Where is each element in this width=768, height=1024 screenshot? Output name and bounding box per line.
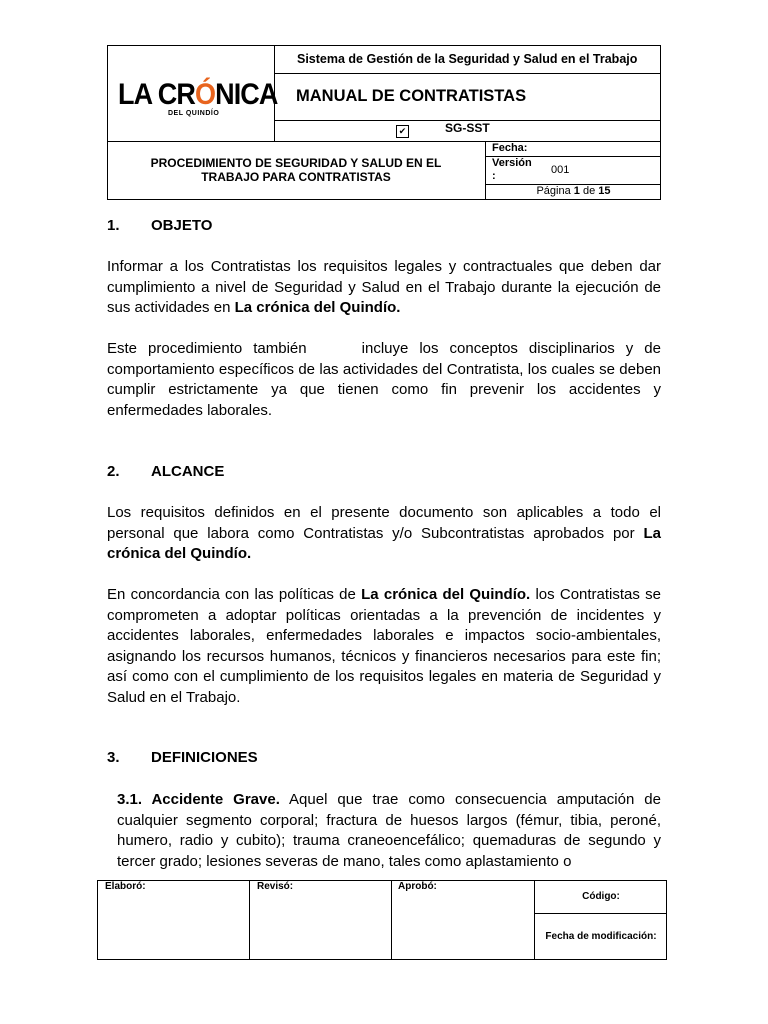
system-title: Sistema de Gestión de la Seguridad y Salud en el Trabajo — [297, 52, 638, 66]
definition-accidente-grave: 3.1. Accidente Grave. Aquel que trae como consecuencia amputación de cualquier segmento corporal; fractura de huesos largos (fémur, tibia, peroné, humero, radio y cubito); trauma craneoencefálico; quemaduras de segundo y tercer grado; lesiones severas de mano, tales como aplastamiento o — [117, 791, 661, 870]
paragraph-procedimiento: Este procedimiento también incluye los conceptos disciplinarios y de comportamiento específicos de las actividades del Contratista, los cuales se deben cumplir estrictamente ya que tienen como fin prevenir los accidentes y enfermedades laborales. — [107, 340, 666, 419]
footer-codigo: Código: — [582, 891, 620, 902]
version-label-line2: : — [492, 170, 496, 182]
company-logo: LA CRÓNICA DEL QUINDÍO — [118, 78, 278, 117]
paragraph-objeto: Informar a los Contratistas los requisitos legales y contractuales que deben dar cumplimiento a nivel de Seguridad y Salud en el Trabajo durante la ejecución de sus actividades en La crónica del Quindío. — [107, 258, 661, 316]
paragraph-alcance: Los requisitos definidos en el presente documento son aplicables a todo el personal que labora como Contratistas y/o Subcontratistas aprobados por La crónica del Quindío. — [107, 504, 661, 562]
procedure-title-line2: TRABAJO PARA CONTRATISTAS — [201, 170, 391, 184]
footer-aprobo: Aprobó: — [398, 881, 437, 892]
sg-sst-label: SG-SST — [445, 121, 490, 135]
manual-title: MANUAL DE CONTRATISTAS — [296, 87, 527, 105]
footer-fecha-modificacion: Fecha de modificación: — [545, 931, 657, 942]
footer-reviso: Revisó: — [257, 881, 294, 892]
section-heading-alcance: 2. ALCANCE — [107, 463, 225, 480]
paragraph-concordancia: En concordancia con las políticas de La crónica del Quindío. los Contratistas se comprometen a adoptar políticas orientadas a la prevención de incidentes y accidentes laborales, enfermedades laborales e impactos socio-ambientales, asignando los recursos humanos, técnicos y financieros necesarios para este fin; así como con el cumplimiento de los requisitos legales en materia de Seguridad y Salud en el Trabajo. — [107, 586, 661, 706]
version-value: 001 — [551, 164, 570, 176]
section-heading-definiciones: 3. DEFINICIONES — [107, 749, 258, 766]
fecha-label: Fecha: — [492, 142, 528, 154]
checkbox-icon: ✔ — [396, 125, 409, 138]
procedure-title-line1: PROCEDIMIENTO DE SEGURIDAD Y SALUD EN EL — [150, 156, 442, 170]
page-indicator: Página 1 de 15 — [536, 185, 611, 197]
footer-elaboro: Elaboró: — [105, 881, 146, 892]
version-label-line1: Versión — [492, 157, 532, 169]
section-heading-objeto: 1. OBJETO — [107, 217, 213, 234]
